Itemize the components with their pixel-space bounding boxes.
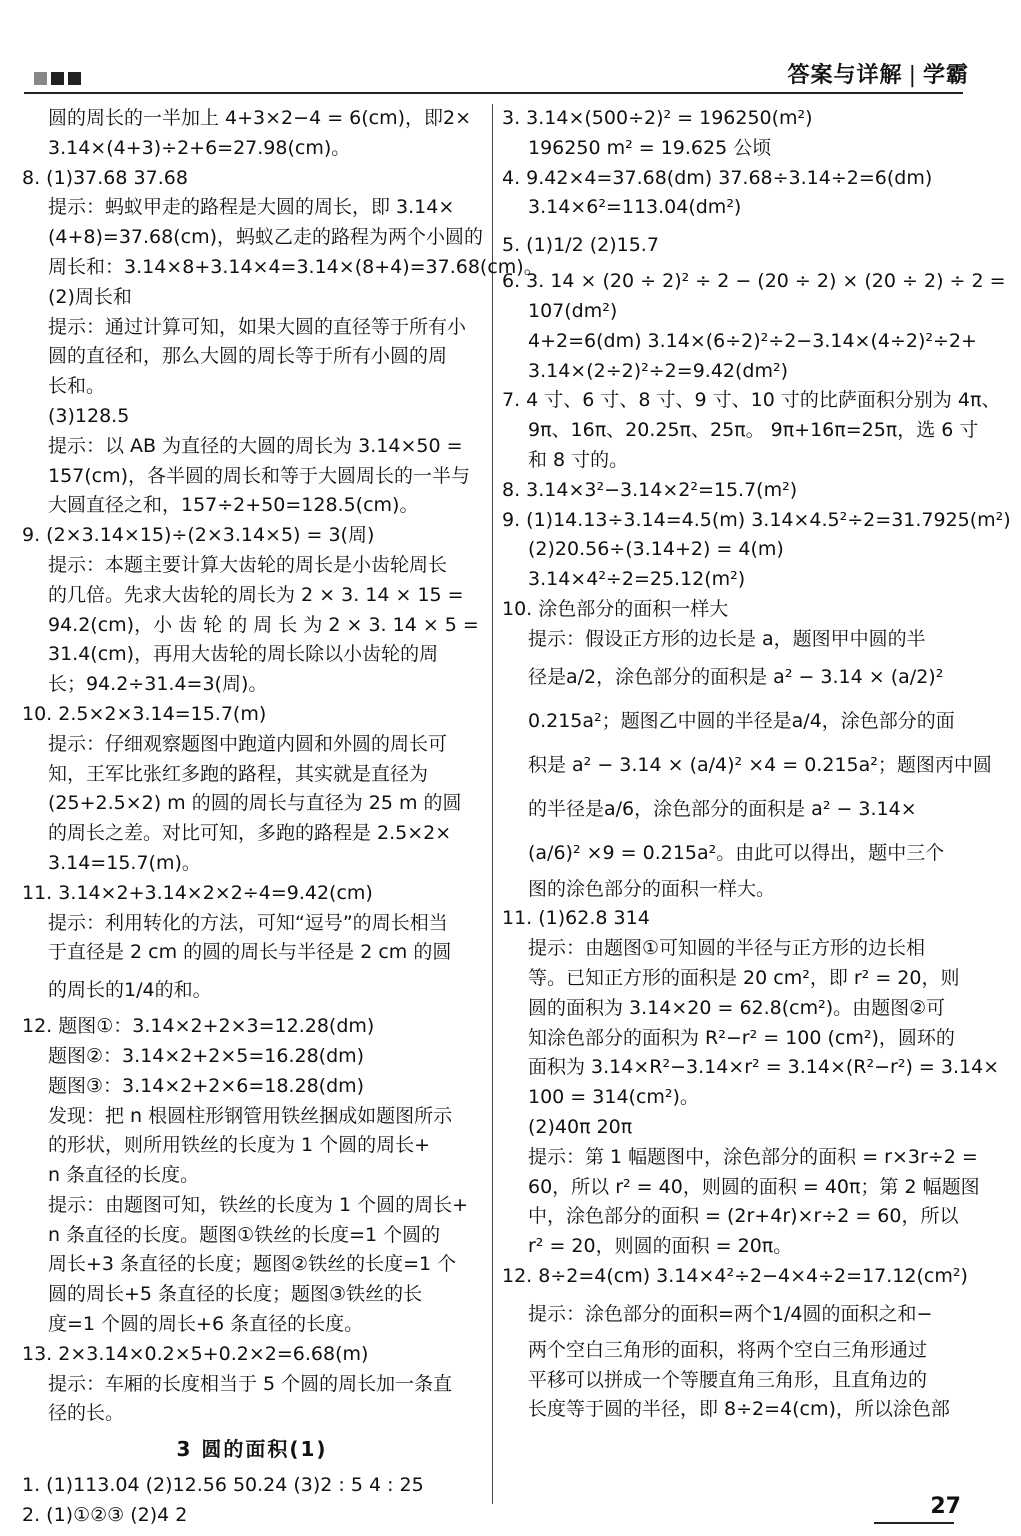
answer-line: 9. (1)14.13÷3.14=4.5(m) 3.14×4.5²÷2=31.7925(m²) — [502, 508, 1011, 531]
answer-line: 2. (1)①②③ (2)4 2 — [22, 1503, 188, 1526]
answer-line: 等。已知正方形的面积是 20 cm²，即 r² = 20，则 — [528, 966, 960, 989]
answer-line: 积是 a² − 3.14 × (a/4)² ×4 = 0.215a²；题图丙中圆 — [528, 753, 992, 776]
answer-line: 9π、16π、20.25π、25π。 9π+16π=25π，选 6 寸 — [528, 419, 979, 442]
answer-line: 3. 3.14×(500÷2)² = 196250(m²) — [502, 107, 813, 129]
answer-line: 圆的面积为 3.14×20 = 62.8(cm²)。由题图②可 — [528, 996, 946, 1019]
answer-line: 提示：以 AB 为直径的大圆的周长为 3.14×50 = — [48, 434, 463, 457]
answer-line: 107(dm²) — [528, 299, 618, 322]
page-header — [0, 0, 1021, 96]
answer-line: 12. 题图①：3.14×2+2×3=12.28(dm) — [22, 1015, 375, 1038]
answer-line: 157(cm)，各半圆的周长和等于大圆周长的一半与 — [48, 464, 471, 487]
answer-line: 圆的周长+5 条直径的长度；题图③铁丝的长 — [48, 1283, 423, 1306]
answer-line: 11. (1)62.8 314 — [502, 907, 650, 930]
answer-line: 提示：车厢的长度相当于 5 个圆的周长加一条直 — [48, 1372, 453, 1395]
answer-line: 196250 m² = 19.625 公顷 — [528, 136, 772, 159]
answer-line: 提示：利用转化的方法，可知“逗号”的周长相当 — [48, 911, 448, 934]
answer-line: 3.14×6²=113.04(dm²) — [528, 196, 742, 219]
answer-line: (a/6)² ×9 = 0.215a²。由此可以得出，题中三个 — [528, 841, 945, 864]
header-decoration — [34, 72, 81, 85]
answer-line: 大圆直径之和，157÷2+50=128.5(cm)。 — [48, 494, 419, 517]
section-title: 3 圆的面积(1) — [176, 1437, 328, 1462]
answer-line: 长；94.2÷31.4=3(周)。 — [48, 673, 268, 696]
answer-line: 10. 涂色部分的面积一样大 — [502, 597, 729, 620]
answer-line: 于直径是 2 cm 的圆的周长与半径是 2 cm 的圆 — [48, 941, 452, 964]
answer-line: 提示：本题主要计算大齿轮的周长是小齿轮周长 — [48, 553, 448, 576]
answer-line: 长度等于圆的半径，即 8÷2=4(cm)，所以涂色部 — [528, 1398, 950, 1421]
answer-line: 平移可以拼成一个等腰直角三角形，且直角边的 — [528, 1368, 928, 1391]
left-column — [22, 104, 543, 1531]
answer-line: 知涂色部分的面积为 R²−r² = 100 (cm²)，圆环的 — [528, 1026, 955, 1049]
column-divider — [492, 104, 493, 1504]
answer-line: 发现：把 n 根圆柱形钢管用铁丝捆成如题图所示 — [48, 1104, 453, 1127]
answer-line: 题图③：3.14×2+2×6=18.28(dm) — [48, 1074, 365, 1097]
answer-line: (3)128.5 — [48, 404, 130, 427]
answer-line: 4. 9.42×4=37.68(dm) 37.68÷3.14÷2=6(dm) — [502, 166, 933, 189]
answer-line: 8. (1)37.68 37.68 — [22, 166, 188, 189]
answer-line: 6. 3. 14 × (20 ÷ 2)² ÷ 2 − (20 ÷ 2) × (20 ÷ 2) ÷ 2 = — [502, 270, 1006, 293]
answer-line: 圆的周长的一半加上 4+3×2−4 = 6(cm)，即2× — [48, 107, 472, 129]
answer-line: 的周长的1/4的和。 — [48, 979, 212, 1002]
answer-line: 提示：仔细观察题图中跑道内圆和外圆的周长可 — [48, 732, 448, 755]
answer-line: 100 = 314(cm²)。 — [528, 1086, 699, 1109]
answer-line: 提示：通过计算可知，如果大圆的直径等于所有小 — [48, 315, 467, 338]
answer-line: 3.14=15.7(m)。 — [48, 851, 201, 874]
answer-line: 1. (1)113.04 (2)12.56 50.24 (3)2 : 5 4 : 25 — [22, 1474, 424, 1497]
header-rule — [24, 92, 963, 94]
answer-line: 圆的直径和，那么大圆的周长等于所有小圆的周 — [48, 345, 448, 368]
answer-line: 周长+3 条直径的长度；题图②铁丝的长度=1 个 — [48, 1253, 457, 1276]
answer-line: 周长和：3.14×8+3.14×4=3.14×(8+4)=37.68(cm)。 — [48, 255, 543, 278]
answer-line: 12. 8÷2=4(cm) 3.14×4²÷2−4×4÷2=17.12(cm²) — [502, 1264, 968, 1287]
answer-line: 和 8 寸的。 — [528, 448, 629, 471]
answer-line: (2)20.56÷(3.14+2) = 4(m) — [528, 538, 784, 561]
answer-line: 0.215a²；题图乙中圆的半径是a/4，涂色部分的面 — [528, 709, 955, 732]
answer-line: (2)40π 20π — [528, 1115, 633, 1138]
brand-logo-text: 学霸 — [922, 63, 969, 88]
answer-line: 提示：由题图①可知圆的半径与正方形的边长相 — [528, 937, 926, 960]
answer-line: (25+2.5×2) m 的圆的周长与直径为 25 m 的圆 — [48, 792, 462, 815]
page-number: 27 — [930, 1494, 961, 1519]
answer-line: 7. 4 寸、6 寸、8 寸、9 寸、10 寸的比萨面积分别为 4π、 — [502, 389, 1001, 412]
answer-line: 的周长之差。对比可知，多跑的路程是 2.5×2× — [48, 822, 452, 845]
answer-line: 的几倍。先求大齿轮的周长为 2 × 3. 14 × 15 = — [48, 583, 464, 606]
answer-line: 的半径是a/6，涂色部分的面积是 a² − 3.14× — [528, 797, 917, 820]
answer-line: 长和。 — [48, 375, 106, 398]
answer-line: 提示：由题图可知，铁丝的长度为 1 个圆的周长+ — [48, 1193, 469, 1216]
answer-line: 知，王军比张红多跑的路程，其实就是直径为 — [48, 762, 429, 785]
header-title: 答案与详解 | 学霸 — [787, 63, 969, 88]
answer-line: 94.2(cm)，小 齿 轮 的 周 长 为 2 × 3. 14 × 5 = — [48, 613, 479, 636]
answer-line: 3.14×(2÷2)²÷2=9.42(dm²) — [528, 359, 789, 382]
answer-line: 图的涂色部分的面积一样大。 — [528, 877, 776, 900]
answer-line: 提示：假设正方形的边长是 a，题图甲中圆的半 — [528, 627, 926, 650]
answer-line: (4+8)=37.68(cm)，蚂蚁乙走的路程为两个小圆的 — [48, 226, 484, 249]
answer-line: 3.14×4²÷2=25.12(m²) — [528, 568, 746, 591]
answer-line: 4+2=6(dm) 3.14×(6÷2)²÷2−3.14×(4÷2)²÷2+ — [528, 329, 977, 352]
answer-line: n 条直径的长度。题图①铁丝的长度=1 个圆的 — [48, 1223, 441, 1246]
answer-line: 10. 2.5×2×3.14=15.7(m) — [22, 702, 267, 725]
answer-line: r² = 20，则圆的面积 = 20π。 — [528, 1235, 793, 1258]
answer-line: 题图②：3.14×2+2×5=16.28(dm) — [48, 1044, 365, 1067]
answer-line: 的形状，则所用铁丝的长度为 1 个圆的周长+ — [48, 1134, 431, 1157]
answer-line: 提示：蚂蚁甲走的路程是大圆的周长，即 3.14× — [48, 196, 455, 219]
answer-line: 度=1 个圆的周长+6 条直径的长度。 — [48, 1313, 364, 1336]
footer-rule — [874, 1522, 954, 1524]
answer-line: 提示：第 1 幅题图中，涂色部分的面积 = r×3r÷2 = — [528, 1145, 978, 1168]
answer-line: 提示：涂色部分的面积=两个1/4圆的面积之和− — [528, 1302, 933, 1325]
answer-line: 面积为 3.14×R²−3.14×r² = 3.14×(R²−r²) = 3.14× — [528, 1056, 1000, 1079]
answer-line: 5. (1)1/2 (2)15.7 — [502, 234, 659, 257]
answer-line: 8. 3.14×3²−3.14×2²=15.7(m²) — [502, 478, 798, 501]
answer-line: (2)周长和 — [48, 285, 132, 308]
answer-line: 3.14×(4+3)÷2+6=27.98(cm)。 — [48, 136, 351, 159]
answer-line: n 条直径的长度。 — [48, 1164, 200, 1187]
answer-line: 中，涂色部分的面积 = (2r+4r)×r÷2 = 60，所以 — [528, 1205, 959, 1228]
answer-line: 13. 2×3.14×0.2×5+0.2×2=6.68(m) — [22, 1342, 369, 1365]
answer-line: 9. (2×3.14×15)÷(2×3.14×5) = 3(周) — [22, 524, 375, 547]
answer-line: 径是a/2，涂色部分的面积是 a² − 3.14 × (a/2)² — [528, 665, 944, 688]
answer-line: 60，所以 r² = 40，则圆的面积 = 40π；第 2 幅题图 — [528, 1175, 980, 1198]
right-column — [502, 104, 1011, 1425]
answer-line: 11. 3.14×2+3.14×2×2÷4=9.42(cm) — [22, 881, 373, 904]
answer-line: 两个空白三角形的面积，将两个空白三角形通过 — [528, 1338, 928, 1361]
answer-line: 径的长。 — [48, 1402, 125, 1425]
answer-line: 31.4(cm)，再用大齿轮的周长除以小齿轮的周 — [48, 643, 439, 666]
